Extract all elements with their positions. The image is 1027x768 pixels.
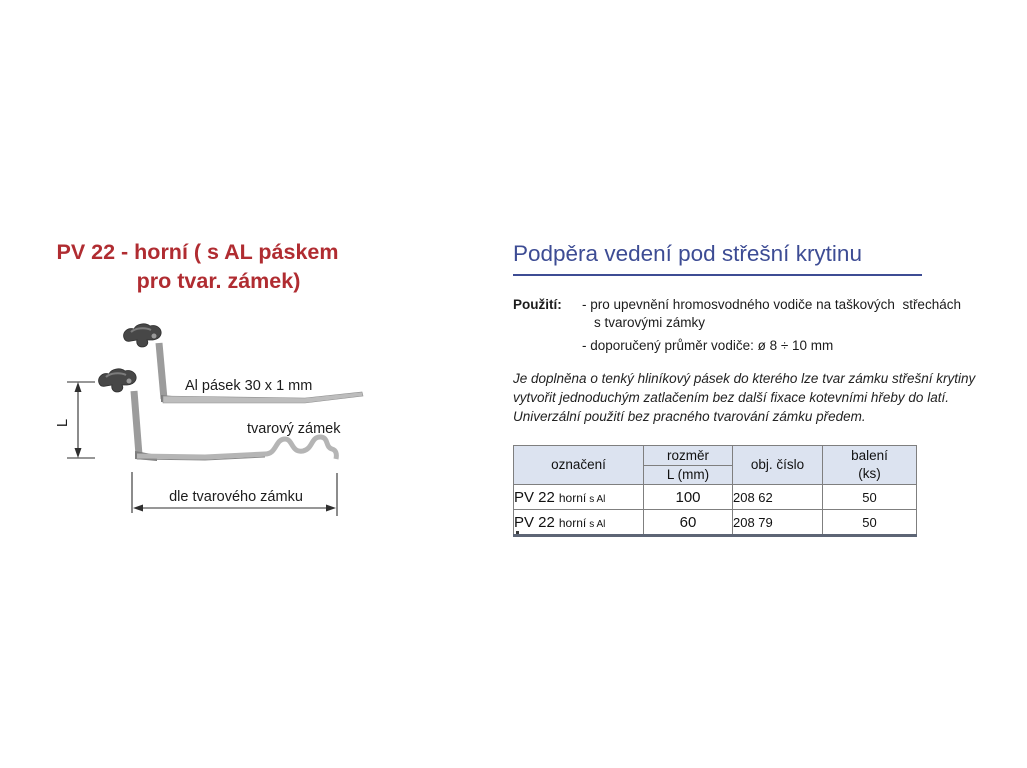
note-line2: vytvořit jednoduchým zatlačením bez další fixace kotevními hřeby do latí. [513, 390, 949, 405]
header-size-bottom: L (mm) [666, 466, 710, 482]
dim-length-label: L [55, 418, 71, 428]
description-note [513, 369, 1018, 426]
header-size [644, 446, 733, 485]
usage-item1-line2: s tvarovými zámky [594, 315, 706, 330]
note-line1: Je doplněna o tenký hliníkový pásek do kterého lze tvar zámku střešní krytiny [513, 371, 976, 386]
table-row [514, 510, 917, 536]
cell-designation [514, 510, 644, 536]
designation-variant: horní [558, 490, 587, 505]
dim-width-label: dle tvarového zámku [169, 489, 303, 505]
product-title-line2: pro tvar. zámek) [136, 269, 301, 293]
usage-label: Použití: [513, 297, 562, 312]
cell-packing: 50 [823, 510, 917, 536]
table-header-row [514, 446, 917, 485]
designation-main: PV 22 [514, 488, 555, 506]
cell-order-number: 208 79 [733, 510, 823, 536]
cell-designation [514, 485, 644, 510]
product-title [25, 238, 370, 296]
designation-variant: horní [558, 515, 587, 530]
cell-size: 100 [644, 485, 733, 510]
section-title: Podpěra vedení pod střešní krytinu [513, 240, 922, 276]
product-title-line1: PV 22 - horní ( s AL páskem [56, 240, 339, 264]
header-packing-top: balení [851, 448, 888, 463]
designation-main: PV 22 [514, 513, 555, 531]
header-designation: označení [514, 446, 644, 485]
shaped-lock-label: tvarový zámek [247, 421, 341, 437]
conductor-clamp-icon [124, 324, 162, 347]
usage-item2: - doporučený průměr vodiče: ø 8 ÷ 10 mm [582, 338, 834, 353]
header-packing-bottom: (ks) [858, 466, 881, 481]
conductor-clamp-icon [99, 369, 137, 392]
usage-item1-line1: - pro upevnění hromosvodného vodiče na taškových střechách [582, 297, 961, 312]
stray-mark [516, 531, 519, 534]
al-strip-label: Al pásek 30 x 1 mm [185, 378, 313, 394]
spec-table-wrapper [513, 445, 917, 537]
cell-order-number: 208 62 [733, 485, 823, 510]
designation-suffix: s Al [589, 518, 606, 530]
product-diagram [55, 315, 385, 530]
header-size-top: rozměr [644, 447, 732, 466]
cell-size: 60 [644, 510, 733, 536]
table-row [514, 485, 917, 510]
header-packing [823, 446, 917, 485]
note-line3: Univerzální použití bez pracného tvarování zámku předem. [513, 409, 866, 424]
header-order-number: obj. číslo [733, 446, 823, 485]
designation-suffix: s Al [589, 493, 606, 505]
cell-packing: 50 [823, 485, 917, 510]
dimension-length [67, 382, 95, 458]
spec-table [513, 445, 917, 537]
